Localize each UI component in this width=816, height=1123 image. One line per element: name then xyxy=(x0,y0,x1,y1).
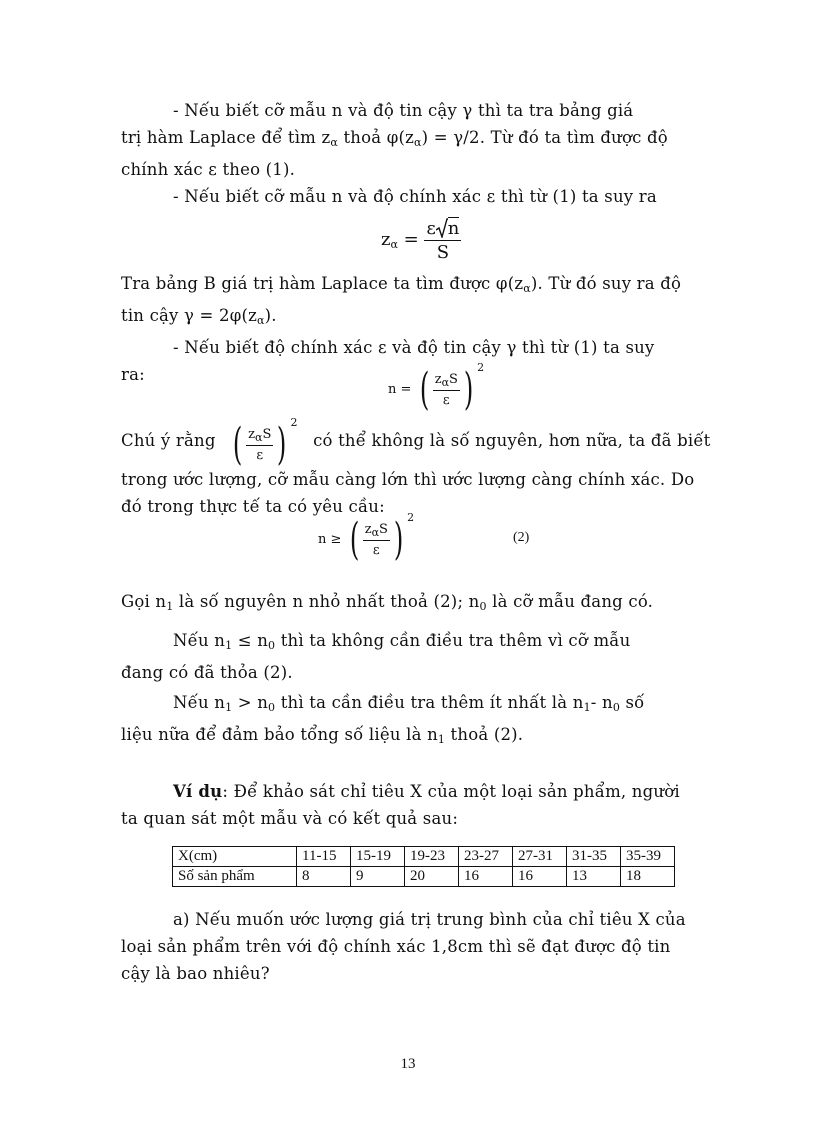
example-label: Ví dụ xyxy=(173,782,223,801)
paragraph-question xyxy=(121,906,697,987)
table-cell: 9 xyxy=(351,867,405,887)
table-cell: 8 xyxy=(297,867,351,887)
page-number: 13 xyxy=(400,1056,416,1072)
table-cell: 13 xyxy=(567,867,621,887)
text-line: Chú ý rằng có thể không là số nguyên, hơn nữa, ta đã biết xyxy=(121,431,711,450)
text-line: trị hàm Laplace để tìm $z_\alpha$ thoả $\varphi(z_\alpha) = \gamma/2$. Từ đó ta tìm được độ xyxy=(121,128,668,149)
paragraph-example xyxy=(121,778,697,832)
text-line: Gọi $n_1$ là số nguyên n nhỏ nhất thoả (2); $n_0$ là cỡ mẫu đang có. xyxy=(121,592,654,613)
table-row xyxy=(173,847,675,867)
text-line: - Nếu biết độ chính xác ε và độ tin cậy γ thì từ (1) ta suy xyxy=(173,338,655,357)
table-cell: 31-35 xyxy=(567,847,621,867)
text-line: a) Nếu muốn ước lượng giá trị trung bình của chỉ tiêu X của xyxy=(173,910,686,929)
formula-z-alpha: $z_\alpha$ = $\frac{\text{ε n}}{S}$ xyxy=(381,218,460,263)
text-line: đó trong thực tế ta có yêu cầu: xyxy=(121,497,385,516)
table-cell: Số sản phẩm xyxy=(173,867,297,887)
text-line: ta quan sát một mẫu và có kết quả sau: xyxy=(121,809,459,828)
paragraph-sample-size-known xyxy=(121,97,697,210)
equation-label: (2) xyxy=(513,530,530,545)
paragraph-note xyxy=(121,427,711,454)
text-line: cậy là bao nhiêu? xyxy=(121,964,270,983)
sample-table xyxy=(172,846,675,887)
sqrt-sign xyxy=(436,218,448,238)
text-line: tin cậy $\gamma = 2\varphi(z_\alpha)$. xyxy=(121,306,277,327)
text-line: Ví dụ: Để khảo sát chỉ tiêu X của một loại sản phẩm, người xyxy=(173,782,680,801)
table-cell: 11-15 xyxy=(297,847,351,867)
table-cell: 16 xyxy=(513,867,567,887)
table-cell: 27-31 xyxy=(513,847,567,867)
formula-inline-ratio: ( $\frac{z_\alpha S}{\varepsilon}$ ) $^2$ xyxy=(232,416,298,470)
paragraph-n1-def xyxy=(121,588,697,620)
table-row xyxy=(173,867,675,887)
table-cell: X(cm) xyxy=(173,847,297,867)
text-line: loại sản phẩm trên với độ chính xác 1,8cm thì sẽ đạt được độ tin xyxy=(121,937,671,956)
formula-n-equals: n = ( $\frac{z_\alpha S}{\varepsilon}$ ) $^2$ xyxy=(388,361,485,415)
text-line: liệu nữa để đảm bảo tổng số liệu là $n_1$ thoả (2). xyxy=(121,725,524,746)
table-cell: 35-39 xyxy=(621,847,675,867)
table-cell: 15-19 xyxy=(351,847,405,867)
text-line: ra: xyxy=(121,365,145,384)
paragraph-case-gt xyxy=(121,689,697,753)
text-line: Tra bảng B giá trị hàm Laplace ta tìm được $\varphi(z_\alpha)$. Từ đó suy ra độ xyxy=(121,274,682,295)
text-line: Nếu $n_1 > n_0$ thì ta cần điều tra thêm ít nhất là $n_1-$ $n_0$ số xyxy=(173,693,645,714)
paragraph-case-leq xyxy=(121,627,697,686)
text-line: Nếu $n_1 \le n_0$ thì ta không cần điều tra thêm vì cỡ mẫu xyxy=(173,631,631,652)
formula-n-geq: n ≥ ( $\frac{z_\alpha S}{\varepsilon}$ ) $^2$ xyxy=(318,511,415,565)
table-cell: 16 xyxy=(459,867,513,887)
text-line: - Nếu biết cỡ mẫu n và độ tin cậy γ thì ta tra bảng giá xyxy=(173,101,634,120)
text-line: chính xác ε theo (1). xyxy=(121,160,296,179)
table-cell: 20 xyxy=(405,867,459,887)
table-cell: 19-23 xyxy=(405,847,459,867)
text-line: - Nếu biết cỡ mẫu n và độ chính xác ε thì từ (1) ta suy ra xyxy=(173,187,657,206)
table-cell: 18 xyxy=(621,867,675,887)
table-cell: 23-27 xyxy=(459,847,513,867)
text-line: trong ước lượng, cỡ mẫu càng lớn thì ước lượng càng chính xác. Do xyxy=(121,470,695,489)
text-line: đang có đã thỏa (2). xyxy=(121,663,293,682)
